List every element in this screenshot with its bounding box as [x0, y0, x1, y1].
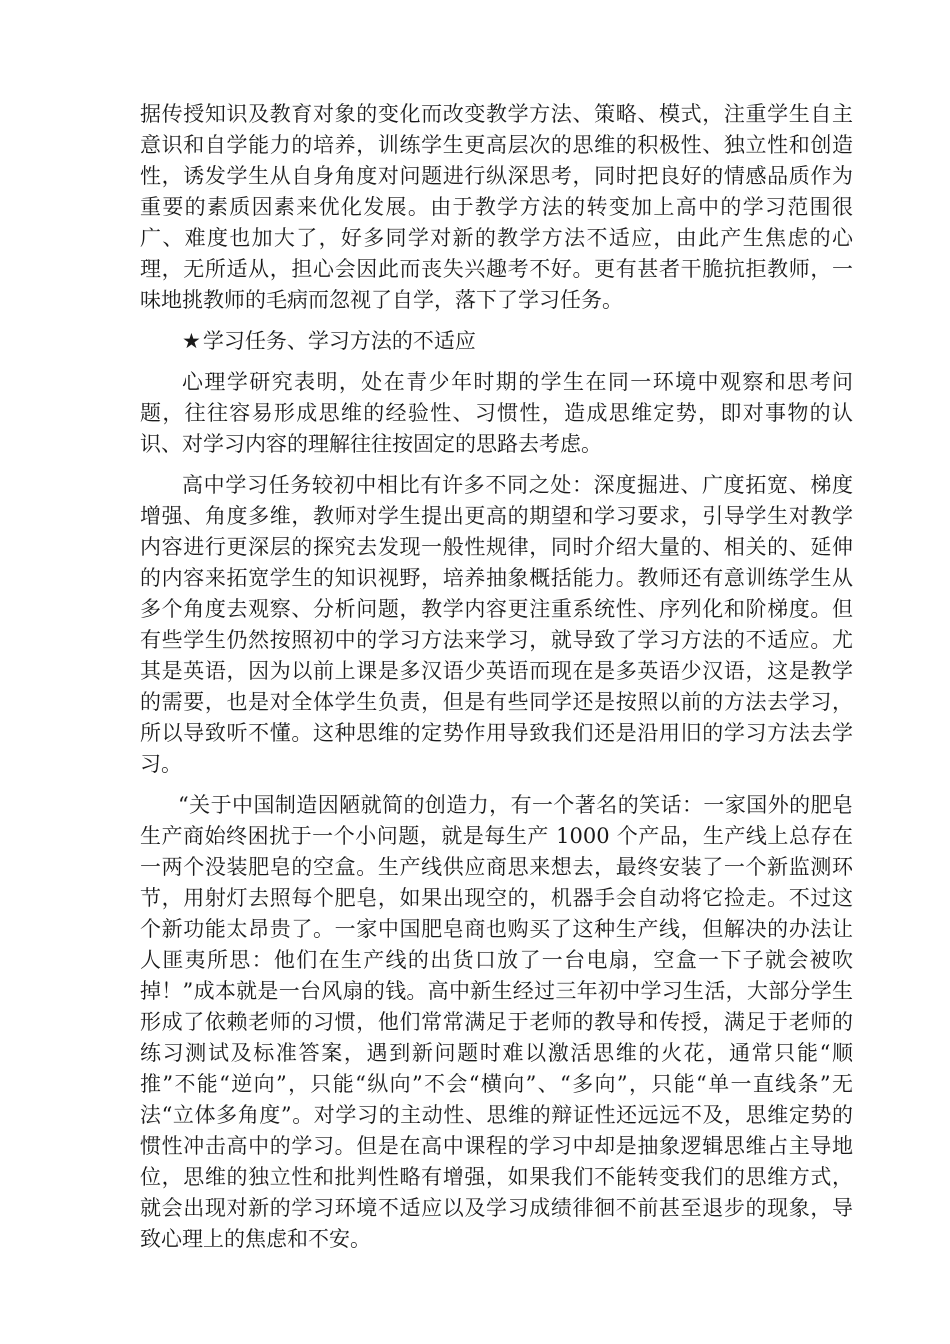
document-page [140, 99, 853, 1265]
paragraph-soap-story: “关于中国制造因陋就简的创造力，有一个著名的笑话：一家国外的肥皂生产商始终困扰于一个小问题，就是每生产 1000 个产品，生产线上总存在一两个没装肥皂的空盒。生产线供应商思来想去，最终安装了一个新监测环节，用射灯去照每个肥皂，如果出现空的，机器手会自动将它捡走。不过这个新功能太昂贵了。一家中国肥皂商也购买了这种生产线，但解决的办法让人匪夷所思：他们在生产线的出货口放了一台电扇，空盒一下子就会被吹掉！”成本就是一台风扇的钱。高中新生经过三年初中学习生活，大部分学生形成了依赖老师的习惯，他们常常满足于老师的教导和传授，满足于老师的练习测试及标准答案，遇到新问题时难以激活思维的火花，通常只能“顺推”不能“逆向”，只能“纵向”不会“横向”、“多向”，只能“单一直线条”无法“立体多角度”。对学习的主动性、思维的辩证性还远远不及，思维定势的惯性冲击高中的学习。但是在高中课程的学习中却是抽象逻辑思维占主导地位，思维的独立性和批判性略有增强，如果我们不能转变我们的思维方式，就会出现对新的学习环境不适应以及学习成绩徘徊不前甚至退步的现象，导致心理上的焦虑和不安。 [140, 793, 853, 1251]
paragraph-teaching-methods: 据传授知识及教育对象的变化而改变教学方法、策略、模式，注重学生自主意识和自学能力的培养，训练学生更高层次的思维的积极性、独立性和创造性，诱发学生从自身角度对问题进行纵深思考，同时把良好的情感品质作为重要的素质因素来优化发展。由于教学方法的转变加上高中的学习范围很广、难度也加大了，好多同学对新的教学方法不适应，由此产生焦虑的心理，无所适从，担心会因此而丧失兴趣考不好。更有甚者干脆抗拒教师，一味地挑教师的毛病而忽视了自学，落下了学习任务。 [140, 102, 853, 312]
star-icon: ★ [182, 329, 201, 353]
section-heading [140, 326, 853, 357]
paragraph-psychology: 心理学研究表明，处在青少年时期的学生在同一环境中观察和思考问题，往往容易形成思维的经验性、习惯性，造成思维定势，即对事物的认识、对学习内容的理解往往按固定的思路去考虑。 [140, 370, 853, 456]
paragraph-learning-tasks: 高中学习任务较初中相比有许多不同之处：深度掘进、广度拓宽、梯度增强、角度多维，教师对学生提出更高的期望和学习要求，引导学生对教学内容进行更深层的探究去发现一般性规律，同时介绍大量的、相关的、延伸的内容来拓宽学生的知识视野，培养抽象概括能力。教师还有意训练学生从多个角度去观察、分析问题，教学内容更注重系统性、序列化和阶梯度。但有些学生仍然按照初中的学习方法来学习，就导致了学习方法的不适应。尤其是英语，因为以前上课是多汉语少英语而现在是多英语少汉语，这是教学的需要，也是对全体学生负责，但是有些同学还是按照以前的方法去学习，所以导致听不懂。这种思维的定势作用导致我们还是沿用旧的学习方法去学习。 [140, 473, 853, 776]
section-heading-text: 学习任务、学习方法的不适应 [202, 329, 476, 353]
